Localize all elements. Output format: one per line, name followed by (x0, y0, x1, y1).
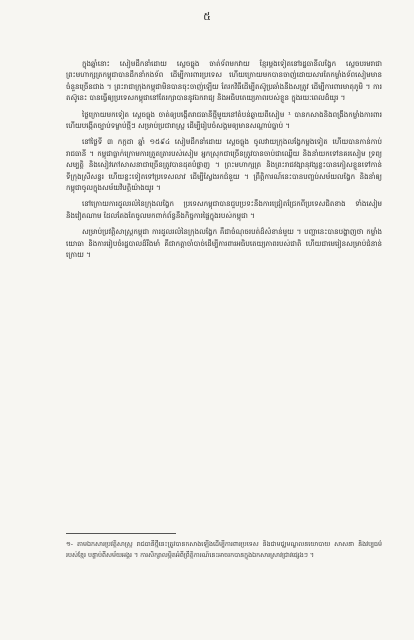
paragraph-1: ក្នុងឆ្នាំនោះ សៀមដឹកនាំដោយ ស្តេចធ្លុង ចាត់ទ័ពមកវាយ ខ្មែរម្តងទៀតនៅរដ្ឋធានីលង្វែក ស្តេចបរមរាជា ព្រះមហាក្សត្រកម្ពុជាបានដឹកនាំកងទ័ព ដើម្បីការពារប្រទេស ហើយក្រោយមកបានចាញ់ដោយសារតែកម្លាំងទ័ពសៀមមានចំនួនច្រើនជាង ។ ព្រះរាជាក្រុងកម្ពុជាមិនបានចុះចាញ់ឡើយ តែរកវិធីដើម្បីតស៊ូប្រឆាំងនឹងសត្រូវ ដើម្បីការពារមាតុភូមិ ។ ការតស៊ូនេះ បានធ្វើឲ្យប្រទេសកម្ពុជានៅតែរក្សាបាននូវឯករាជ្យ និងអធិបតេយ្យភាពរបស់ខ្លួន ក្នុងរយៈពេលដ៏យូរ ។ (66, 59, 382, 103)
page-number: ៥ (203, 10, 211, 23)
paragraph-4: នៅក្រោយការដួលរលំនៃក្រុងលង្វែក ប្រទេសកម្ពុជាបានជួបប្រទះនឹងការជ្រៀតជ្រែកពីប្រទេសជិតខាង ទាំងសៀម និងវៀតណាម ដែលតែងតែចូលមកពាក់ព័ន្ធនឹងកិច្ចការផ្ទៃក្នុងរបស់កម្ពុជា ។ (66, 199, 382, 220)
footnote-separator (66, 533, 176, 534)
footnote: ១- តាមឯកសារប្រវត្តិសាស្ត្រ រាជធានីថ្មីនេះត្រូវបានកសាងឡើងដើម្បីការពារប្រទេស និងជាមជ្ឈមណ្ឌលនយោបាយ សាសនា និងវប្បធម៌របស់ខ្មែរ បន្ទាប់ពីសម័យអង្គរ ។ ការសិក្សាលម្អិតអំពីព្រឹត្តិការណ៍នេះអាចរកបានក្នុងឯកសារស្រាវជ្រាវផ្សេងៗ ។ (66, 541, 382, 559)
paragraph-2: ថ្ងៃក្រោយមកទៀត ស្តេចធ្លុង ចាត់ឲ្យបង្កើតរាជធានីថ្មីមួយនៅតំបន់ឆ្ងាយពីសៀម ¹ បានកសាងនិងពង្រឹងកម្លាំងការពារ ហើយបង្កើតច្បាប់ទម្លាប់ថ្មីៗ សម្រាប់ប្រជារាស្ត្រ ដើម្បីរៀបចំសង្គមឲ្យមានសណ្តាប់ធ្នាប់ ។ (66, 109, 382, 131)
paragraph-3: នៅថ្ងៃទី ៣ កក្កដា ឆ្នាំ ១៥៩៤ សៀមដឹកនាំដោយ ស្តេចធ្លុង ចូលវាយក្រុងលង្វែកម្តងទៀត ហើយបានកាន់កាប់រាជធានី ។ កម្ពុជាធ្លាក់ក្រោមការត្រួតត្រារបស់សៀម អ្នកស្រុកជាច្រើនត្រូវបានចាប់ជាឈ្លើយ និងនាំយកទៅនគរសៀម ទ្រព្យសម្បត្តិ និងសៀវភៅសាសនាជាច្រើនត្រូវបានដុតបំផ្លាញ ។ ព្រះមហាក្សត្រ និងព្រះរាជវង្សានុវង្សខ្លះបានភៀសខ្លួនទៅកាន់ទីក្រុងស្រីសន្ធរ ហើយខ្លះទៀតទៅប្រទេសលាវ ដើម្បីស្វែងរកជំនួយ ។ ព្រឹត្តិការណ៍នេះបានបញ្ចប់សម័យលង្វែក និងនាំឲ្យកម្ពុជាចូលក្នុងសម័យវិបត្តិយ៉ាងយូរ ។ (66, 137, 382, 193)
body-text (66, 58, 382, 266)
paragraph-5: សម្រាប់ប្រវត្តិសាស្ត្រកម្ពុជា ការដួលរលំនៃក្រុងលង្វែក គឺជាចំណុចរបត់ដ៏សំខាន់មួយ ។ បញ្ហានេះបានបង្ហាញថា កម្លាំងយោធា និងការរៀបចំរដ្ឋបាលដ៏រឹងមាំ គឺជាកត្តាចាំបាច់ដើម្បីការពារអធិបតេយ្យភាពរបស់ជាតិ ហើយជាមេរៀនសម្រាប់ជំនាន់ក្រោយ ។ (66, 227, 382, 260)
